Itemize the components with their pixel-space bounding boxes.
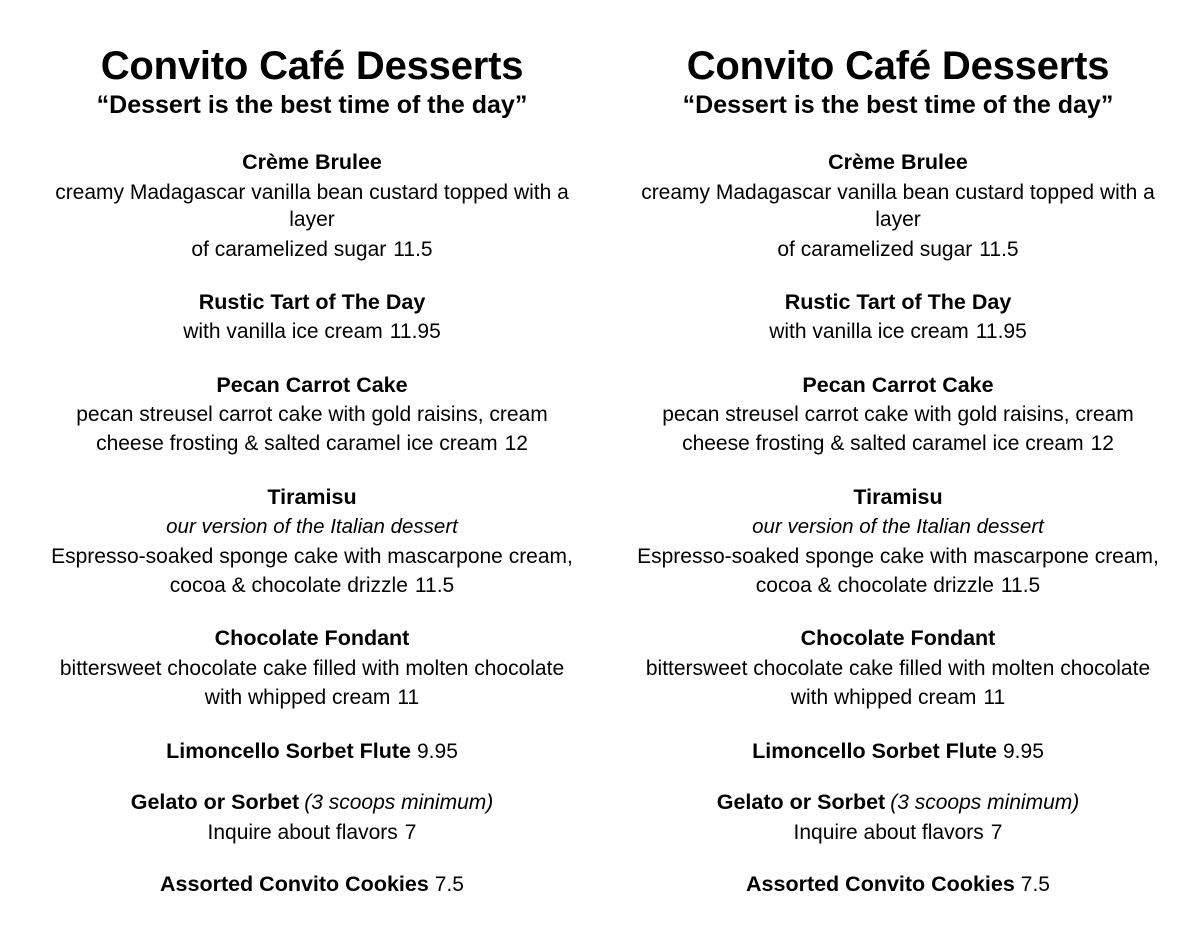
menu-item <box>628 738 1168 766</box>
menu-item <box>42 625 582 711</box>
page-title: Convito Café Desserts <box>100 44 524 88</box>
menu-item <box>628 871 1168 899</box>
item-description-text: Espresso-soaked sponge cake with mascarpone cream, <box>51 544 573 568</box>
item-price: 9.95 <box>417 739 458 763</box>
item-price: 12 <box>1090 432 1114 456</box>
item-price: 11.5 <box>979 237 1019 261</box>
item-name <box>42 871 582 899</box>
item-name <box>42 738 582 766</box>
item-description-line-2 <box>42 430 582 457</box>
item-name-text: Rustic Tart of The Day <box>784 289 1012 314</box>
item-description-line-2 <box>628 572 1168 599</box>
item-name <box>42 372 582 400</box>
item-price: 9.95 <box>1003 739 1044 763</box>
menu-item <box>42 871 582 899</box>
item-name <box>42 484 582 512</box>
item-name-text: Limoncello Sorbet Flute <box>752 738 997 763</box>
item-description-line-2 <box>42 572 582 599</box>
item-description-line-1 <box>42 819 582 846</box>
item-description-line-1 <box>628 401 1168 428</box>
item-description-line-1 <box>628 318 1168 345</box>
item-price: 11 <box>397 686 420 710</box>
item-name-text: Chocolate Fondant <box>214 626 410 651</box>
item-price: 11.5 <box>414 574 455 598</box>
item-description-text: bittersweet chocolate cake filled with molten chocolate <box>645 656 1151 680</box>
item-name <box>42 149 582 177</box>
item-description-text: pecan streusel carrot cake with gold raisins, cream <box>76 403 548 427</box>
item-name-text: Gelato or Sorbet <box>130 790 300 815</box>
item-description-text: creamy Madagascar vanilla bean custard topped with a layer <box>641 180 1155 232</box>
item-description-line-2 <box>42 684 582 711</box>
item-price: 7.5 <box>434 872 464 896</box>
menu-item <box>628 625 1168 711</box>
item-name-text: Assorted Convito Cookies <box>160 871 429 896</box>
item-price: 7 <box>404 821 417 845</box>
menu-item <box>42 789 582 846</box>
item-name <box>628 738 1168 766</box>
item-description-text: with whipped cream <box>204 686 391 710</box>
item-price: 11.95 <box>975 320 1027 344</box>
item-description-text: Inquire about flavors <box>793 821 984 845</box>
menu-item <box>628 149 1168 262</box>
menu-item <box>42 484 582 600</box>
item-name-text: Rustic Tart of The Day <box>198 289 426 314</box>
item-name-text: Assorted Convito Cookies <box>746 871 1015 896</box>
item-name-text: Crème Brulee <box>242 150 382 175</box>
item-description-text: cheese frosting & salted caramel ice cream <box>682 432 1084 456</box>
item-description-line-1 <box>42 655 582 682</box>
item-description-text: with vanilla ice cream <box>183 320 383 344</box>
item-description-line-1 <box>628 179 1168 234</box>
item-description-line-1 <box>628 819 1168 846</box>
item-description-line-2 <box>42 236 582 263</box>
item-name <box>42 789 582 817</box>
menu-item <box>628 372 1168 458</box>
item-description-line-1 <box>42 543 582 570</box>
menu-column-right <box>600 45 1200 925</box>
item-description-line-1 <box>42 401 582 428</box>
item-name <box>628 289 1168 317</box>
menu-item <box>628 484 1168 600</box>
item-note: (3 scoops minimum) <box>890 791 1080 815</box>
menu-item <box>42 149 582 262</box>
page-tagline: “Dessert is the best time of the day” <box>96 91 528 120</box>
item-description-line-1 <box>628 655 1168 682</box>
item-description-text: with whipped cream <box>790 686 977 710</box>
item-note: (3 scoops minimum) <box>304 791 494 815</box>
item-name <box>628 484 1168 512</box>
page-title: Convito Café Desserts <box>686 44 1110 88</box>
item-description-text: creamy Madagascar vanilla bean custard topped with a layer <box>55 180 569 232</box>
item-description-text: Inquire about flavors <box>207 821 398 845</box>
item-price: 12 <box>504 432 528 456</box>
item-subtitle: our version of the Italian dessert <box>166 515 458 539</box>
item-description-line-1 <box>42 179 582 234</box>
item-name-text: Tiramisu <box>267 484 357 509</box>
item-name <box>628 372 1168 400</box>
item-name-text: Chocolate Fondant <box>800 626 996 651</box>
item-name-text: Gelato or Sorbet <box>716 790 886 815</box>
item-description-text: of caramelized sugar <box>777 237 973 261</box>
item-name-text: Limoncello Sorbet Flute <box>166 738 411 763</box>
item-name <box>628 625 1168 653</box>
item-name <box>628 871 1168 899</box>
item-description-text: bittersweet chocolate cake filled with molten chocolate <box>59 656 565 680</box>
item-description-text: with vanilla ice cream <box>769 320 969 344</box>
menu-item <box>42 372 582 458</box>
item-description-line-2 <box>628 236 1168 263</box>
menu-item <box>42 738 582 766</box>
item-name-text: Pecan Carrot Cake <box>802 372 994 397</box>
page-tagline: “Dessert is the best time of the day” <box>682 91 1114 120</box>
item-description-text: of caramelized sugar <box>191 237 387 261</box>
item-name-text: Crème Brulee <box>828 150 968 175</box>
item-name-text: Tiramisu <box>853 484 943 509</box>
item-name <box>42 625 582 653</box>
item-description-text: pecan streusel carrot cake with gold raisins, cream <box>662 403 1134 427</box>
menu-column-left <box>0 45 600 925</box>
item-price: 7.5 <box>1020 872 1050 896</box>
item-price: 11.5 <box>393 237 433 261</box>
item-price: 11.95 <box>389 320 441 344</box>
item-name <box>628 789 1168 817</box>
item-description-line-2 <box>628 684 1168 711</box>
item-description-text: cheese frosting & salted caramel ice cream <box>96 432 498 456</box>
item-description-text: cocoa & chocolate drizzle <box>169 574 408 598</box>
item-description-text: Espresso-soaked sponge cake with mascarpone cream, <box>637 544 1159 568</box>
item-subtitle: our version of the Italian dessert <box>752 515 1044 539</box>
menu-item <box>628 789 1168 846</box>
menu-item <box>628 289 1168 346</box>
item-name <box>42 289 582 317</box>
item-price: 7 <box>990 821 1003 845</box>
item-description-line-1 <box>628 543 1168 570</box>
item-description-line-2 <box>628 430 1168 457</box>
item-name-text: Pecan Carrot Cake <box>216 372 408 397</box>
item-price: 11 <box>983 686 1006 710</box>
item-price: 11.5 <box>1000 574 1041 598</box>
item-description-line-1 <box>42 318 582 345</box>
item-description-text: cocoa & chocolate drizzle <box>755 574 994 598</box>
item-name <box>628 149 1168 177</box>
menu-item <box>42 289 582 346</box>
